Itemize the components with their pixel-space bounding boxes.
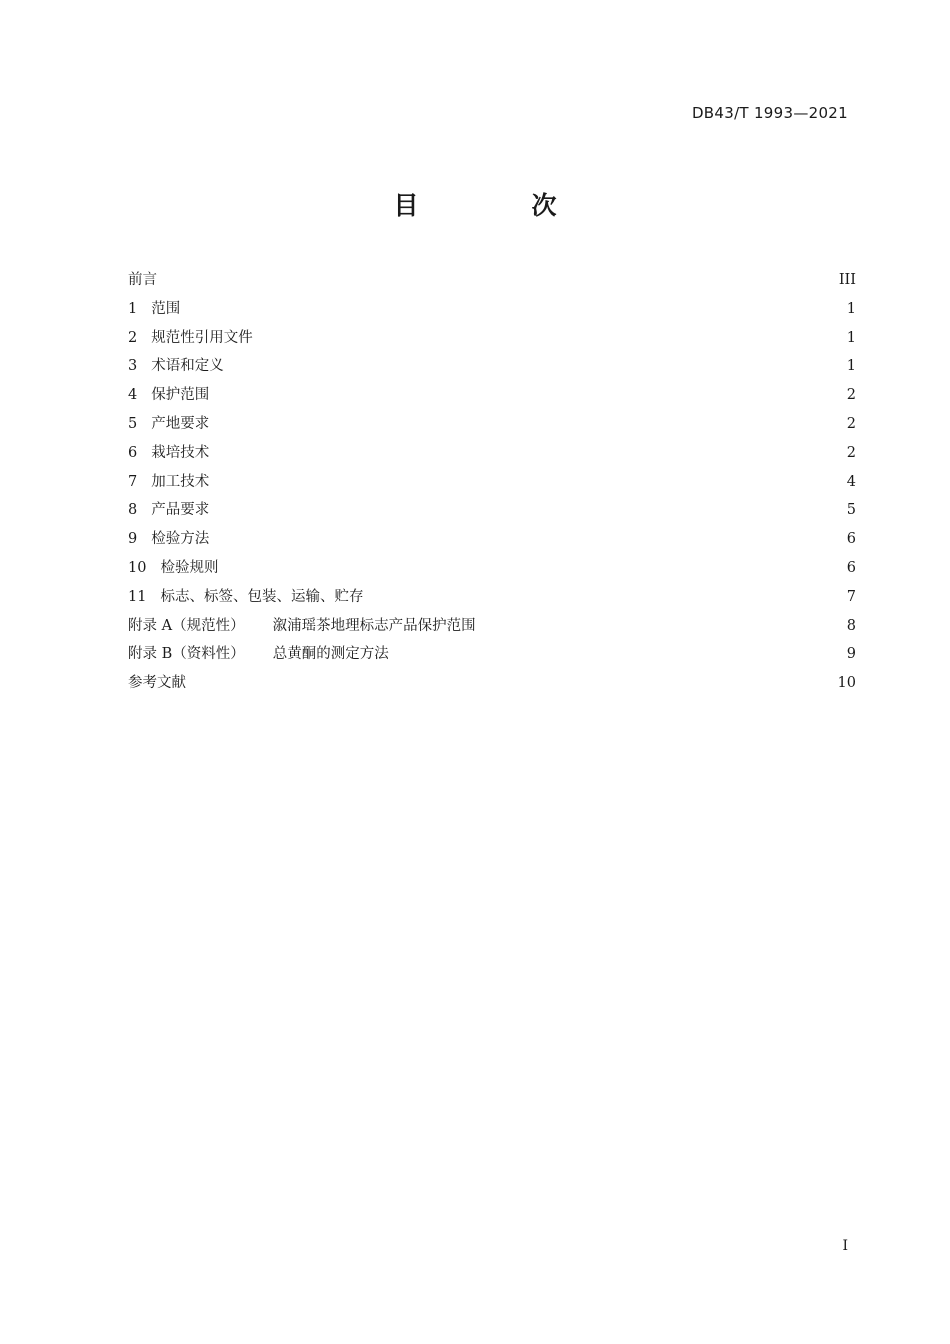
- toc-entry-annex-a[interactable]: [128, 612, 856, 641]
- toc-annex-label: 附录 B（资料性）: [128, 646, 245, 663]
- toc-entry-number: 5: [128, 415, 138, 432]
- toc-entry-bibliography[interactable]: [128, 669, 856, 698]
- toc-title: 目 次: [393, 191, 601, 220]
- toc-entry-scope[interactable]: [128, 295, 856, 324]
- toc-annex-title: 总黄酮的测定方法: [272, 646, 389, 663]
- toc-entry-label: 术语和定义: [151, 358, 224, 375]
- toc-entry-processing[interactable]: [128, 468, 856, 497]
- toc-entry-page: 10: [837, 675, 856, 692]
- toc-entry-number: 9: [128, 531, 138, 548]
- toc-entry-page: 2: [846, 387, 856, 404]
- toc-entry-number: 3: [128, 358, 138, 375]
- toc-entry-label: 范围: [151, 300, 181, 317]
- toc-entry-inspection-rules[interactable]: [128, 554, 856, 583]
- page-number: I: [842, 1238, 848, 1254]
- toc-entry-page: 1: [846, 300, 856, 317]
- toc-entry-page: 9: [846, 646, 856, 663]
- toc-entry-page: III: [838, 272, 856, 288]
- toc-entry-product-requirements[interactable]: [128, 496, 856, 525]
- toc-entry-annex-b[interactable]: [128, 640, 856, 669]
- toc-entry-label: 前言: [128, 272, 157, 288]
- toc-entry-page: 2: [846, 415, 856, 432]
- toc-entry-label: 产品要求: [151, 502, 210, 519]
- toc-entry-number: 4: [128, 387, 138, 404]
- toc-entry-normative-references[interactable]: [128, 324, 856, 353]
- toc-entry-page: 1: [846, 358, 856, 375]
- toc-annex-title: 溆浦瑶茶地理标志产品保护范围: [272, 617, 476, 634]
- toc-entry-label: 产地要求: [151, 415, 210, 432]
- toc-entry-number: 6: [128, 444, 138, 461]
- toc-entry-page: 5: [846, 502, 856, 519]
- toc-entry-page: 1: [846, 329, 856, 346]
- toc-entry-terms-definitions[interactable]: [128, 352, 856, 381]
- toc-entry-number: 11: [128, 588, 147, 605]
- toc-entry-label: 加工技术: [151, 473, 210, 490]
- toc-entry-label: 检验规则: [160, 559, 219, 576]
- toc-entry-marking-packaging[interactable]: [128, 583, 856, 612]
- toc-entry-label: 检验方法: [151, 531, 210, 548]
- table-of-contents: [128, 266, 856, 698]
- toc-entry-label: 规范性引用文件: [151, 329, 253, 346]
- toc-entry-label: 栽培技术: [151, 444, 210, 461]
- toc-entry-label: 参考文献: [128, 675, 186, 692]
- toc-entry-page: 6: [846, 531, 856, 548]
- toc-entry-number: 8: [128, 502, 138, 519]
- toc-entry-page: 2: [846, 444, 856, 461]
- toc-entry-test-methods[interactable]: [128, 525, 856, 554]
- toc-entry-label: 标志、标签、包装、运输、贮存: [160, 588, 364, 605]
- toc-entry-label: 保护范围: [151, 387, 210, 404]
- toc-entry-page: 8: [846, 617, 856, 634]
- toc-entry-number: 2: [128, 329, 138, 346]
- toc-entry-foreword[interactable]: [128, 266, 856, 295]
- toc-entry-page: 7: [846, 588, 856, 605]
- toc-annex-label: 附录 A（规范性）: [128, 617, 245, 634]
- toc-entry-cultivation[interactable]: [128, 439, 856, 468]
- toc-entry-page: 6: [846, 559, 856, 576]
- toc-entry-page: 4: [846, 473, 856, 490]
- toc-entry-number: 7: [128, 473, 138, 490]
- toc-entry-number: 10: [128, 559, 147, 576]
- toc-entry-protection-scope[interactable]: [128, 381, 856, 410]
- toc-entry-number: 1: [128, 300, 138, 317]
- document-code: DB43/T 1993—2021: [691, 104, 848, 122]
- toc-entry-origin-requirements[interactable]: [128, 410, 856, 439]
